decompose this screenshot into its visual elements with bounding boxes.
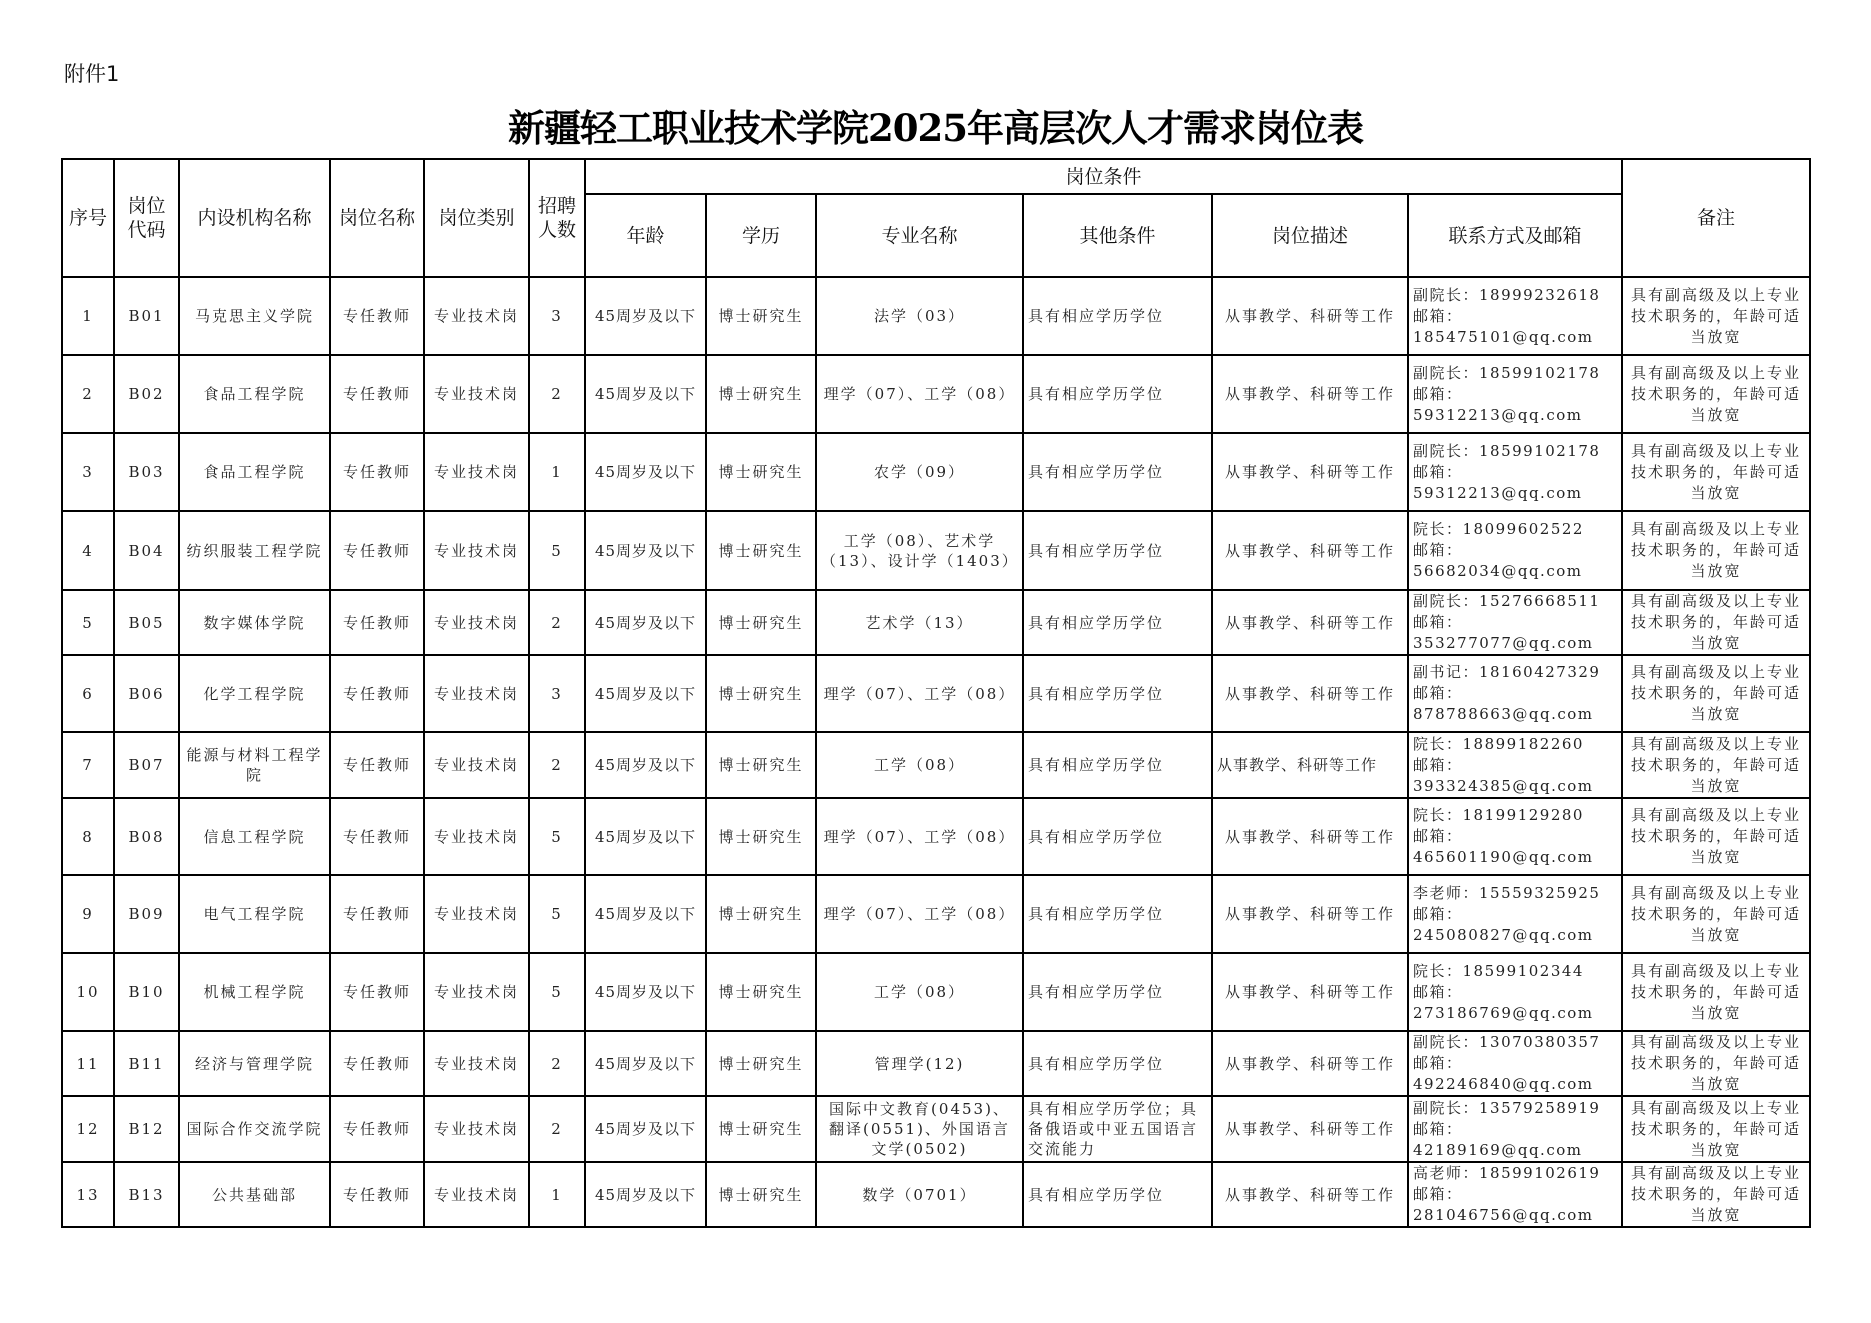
cell-education: 博士研究生 (706, 511, 816, 590)
positions-table (61, 158, 1811, 1228)
contact-email[interactable]: 邮箱：353277077@qq.com (1413, 613, 1594, 652)
cell-code: B02 (114, 355, 179, 433)
cell-dept: 经济与管理学院 (179, 1031, 330, 1096)
cell-post-name: 专任教师 (330, 1162, 424, 1227)
cell-dept: 食品工程学院 (179, 433, 330, 511)
table-row (62, 355, 1810, 433)
contact-email[interactable]: 邮箱：492246840@qq.com (1413, 1054, 1594, 1093)
cell-post-name: 专任教师 (330, 1096, 424, 1162)
cell-dept: 电气工程学院 (179, 875, 330, 953)
cell-description: 从事教学、科研等工作 (1212, 732, 1408, 798)
cell-dept: 国际合作交流学院 (179, 1096, 330, 1162)
cell-description: 从事教学、科研等工作 (1212, 511, 1408, 590)
cell-seq: 7 (62, 732, 114, 798)
contact-email[interactable]: 邮箱：245080827@qq.com (1413, 904, 1594, 944)
cell-remark: 具有副高级及以上专业技术职务的，年龄可适当放宽 (1622, 1162, 1810, 1227)
cell-post-type: 专业技术岗 (424, 798, 529, 875)
cell-post-type: 专业技术岗 (424, 1031, 529, 1096)
cell-other: 具有相应学历学位 (1023, 732, 1212, 798)
cell-description: 从事教学、科研等工作 (1212, 355, 1408, 433)
contact-phone: 高老师：18599102619 (1413, 1164, 1601, 1182)
cell-major: 理学（07）、工学（08） (816, 798, 1023, 875)
cell-count: 2 (529, 1096, 585, 1162)
cell-other: 具有相应学历学位 (1023, 590, 1212, 655)
cell-dept: 数字媒体学院 (179, 590, 330, 655)
cell-age: 45周岁及以下 (585, 732, 706, 798)
cell-seq: 2 (62, 355, 114, 433)
contact-email[interactable]: 邮箱：185475101@qq.com (1413, 306, 1594, 346)
contact-phone: 院长：18099602522 (1413, 520, 1584, 538)
cell-description: 从事教学、科研等工作 (1212, 277, 1408, 355)
header-conditions-group: 岗位条件 (585, 159, 1622, 194)
header-seq: 序号 (62, 159, 114, 277)
contact-email[interactable]: 邮箱：56682034@qq.com (1413, 541, 1583, 580)
contact-phone: 副院长：18999232618 (1413, 285, 1601, 304)
cell-education: 博士研究生 (706, 1162, 816, 1227)
cell-education: 博士研究生 (706, 1031, 816, 1096)
cell-education: 博士研究生 (706, 953, 816, 1031)
cell-description: 从事教学、科研等工作 (1212, 1162, 1408, 1227)
cell-age: 45周岁及以下 (585, 1162, 706, 1227)
cell-remark: 具有副高级及以上专业技术职务的，年龄可适当放宽 (1622, 655, 1810, 732)
cell-remark: 具有副高级及以上专业技术职务的，年龄可适当放宽 (1622, 1096, 1810, 1162)
table-row (62, 655, 1810, 732)
cell-code: B13 (114, 1162, 179, 1227)
header-dept: 内设机构名称 (179, 159, 330, 277)
cell-description: 从事教学、科研等工作 (1212, 875, 1408, 953)
cell-contact (1408, 953, 1622, 1031)
cell-education: 博士研究生 (706, 590, 816, 655)
cell-dept: 能源与材料工程学院 (179, 732, 330, 798)
cell-contact (1408, 798, 1622, 875)
table-row (62, 798, 1810, 875)
cell-major: 农学（09） (816, 433, 1023, 511)
cell-contact (1408, 433, 1622, 511)
cell-contact (1408, 590, 1622, 655)
cell-seq: 4 (62, 511, 114, 590)
cell-count: 5 (529, 875, 585, 953)
contact-email[interactable]: 邮箱：42189169@qq.com (1413, 1119, 1583, 1159)
cell-education: 博士研究生 (706, 875, 816, 953)
table-row (62, 1096, 1810, 1162)
cell-age: 45周岁及以下 (585, 875, 706, 953)
cell-contact (1408, 1162, 1622, 1227)
contact-phone: 院长：18599102344 (1413, 961, 1584, 980)
cell-remark: 具有副高级及以上专业技术职务的，年龄可适当放宽 (1622, 953, 1810, 1031)
cell-count: 2 (529, 732, 585, 798)
contact-phone: 副院长：18599102178 (1413, 441, 1601, 460)
header-description: 岗位描述 (1212, 194, 1408, 277)
cell-remark: 具有副高级及以上专业技术职务的，年龄可适当放宽 (1622, 732, 1810, 798)
cell-major: 理学（07）、工学（08） (816, 355, 1023, 433)
cell-seq: 6 (62, 655, 114, 732)
header-remark: 备注 (1622, 159, 1810, 277)
cell-code: B08 (114, 798, 179, 875)
cell-post-type: 专业技术岗 (424, 590, 529, 655)
contact-email[interactable]: 邮箱：273186769@qq.com (1413, 982, 1594, 1022)
cell-seq: 10 (62, 953, 114, 1031)
cell-age: 45周岁及以下 (585, 1031, 706, 1096)
header-other: 其他条件 (1023, 194, 1212, 277)
cell-other: 具有相应学历学位 (1023, 798, 1212, 875)
cell-remark: 具有副高级及以上专业技术职务的，年龄可适当放宽 (1622, 1031, 1810, 1096)
cell-description: 从事教学、科研等工作 (1212, 433, 1408, 511)
cell-age: 45周岁及以下 (585, 433, 706, 511)
cell-post-type: 专业技术岗 (424, 953, 529, 1031)
cell-dept: 马克思主义学院 (179, 277, 330, 355)
cell-contact (1408, 1031, 1622, 1096)
cell-other: 具有相应学历学位 (1023, 1162, 1212, 1227)
cell-post-type: 专业技术岗 (424, 1162, 529, 1227)
cell-contact (1408, 355, 1622, 433)
cell-post-name: 专任教师 (330, 655, 424, 732)
cell-other: 具有相应学历学位；具备俄语或中亚五国语言交流能力 (1023, 1096, 1212, 1162)
cell-post-name: 专任教师 (330, 798, 424, 875)
cell-education: 博士研究生 (706, 1096, 816, 1162)
table-row (62, 953, 1810, 1031)
cell-contact (1408, 655, 1622, 732)
cell-age: 45周岁及以下 (585, 277, 706, 355)
cell-post-name: 专任教师 (330, 511, 424, 590)
cell-count: 2 (529, 590, 585, 655)
cell-post-name: 专任教师 (330, 1031, 424, 1096)
contact-phone: 副院长：18599102178 (1413, 363, 1601, 382)
contact-phone: 副书记：18160427329 (1413, 663, 1601, 681)
cell-seq: 12 (62, 1096, 114, 1162)
cell-code: B09 (114, 875, 179, 953)
contact-phone: 院长：18199129280 (1413, 806, 1584, 824)
header-count: 招聘人数 (529, 159, 585, 277)
cell-description: 从事教学、科研等工作 (1212, 590, 1408, 655)
cell-code: B07 (114, 732, 179, 798)
cell-post-type: 专业技术岗 (424, 732, 529, 798)
header-contact: 联系方式及邮箱 (1408, 194, 1622, 277)
cell-dept: 纺织服装工程学院 (179, 511, 330, 590)
cell-dept: 化学工程学院 (179, 655, 330, 732)
cell-remark: 具有副高级及以上专业技术职务的，年龄可适当放宽 (1622, 875, 1810, 953)
table-row (62, 875, 1810, 953)
cell-remark: 具有副高级及以上专业技术职务的，年龄可适当放宽 (1622, 277, 1810, 355)
header-post-type: 岗位类别 (424, 159, 529, 277)
attachment-label: 附件1 (64, 62, 120, 86)
cell-education: 博士研究生 (706, 277, 816, 355)
cell-post-type: 专业技术岗 (424, 655, 529, 732)
cell-major: 国际中文教育(0453)、翻译(0551)、外国语言文学(0502) (816, 1096, 1023, 1162)
page-title: 新疆轻工职业技术学院2025年高层次人才需求岗位表 (508, 106, 1363, 150)
cell-other: 具有相应学历学位 (1023, 875, 1212, 953)
cell-post-name: 专任教师 (330, 953, 424, 1031)
cell-code: B06 (114, 655, 179, 732)
cell-education: 博士研究生 (706, 732, 816, 798)
cell-count: 3 (529, 277, 585, 355)
cell-age: 45周岁及以下 (585, 1096, 706, 1162)
cell-post-type: 专业技术岗 (424, 1096, 529, 1162)
contact-email[interactable]: 邮箱：465601190@qq.com (1413, 827, 1594, 866)
cell-seq: 1 (62, 277, 114, 355)
cell-dept: 食品工程学院 (179, 355, 330, 433)
cell-count: 1 (529, 433, 585, 511)
cell-count: 5 (529, 953, 585, 1031)
header-education: 学历 (706, 194, 816, 277)
cell-description: 从事教学、科研等工作 (1212, 1031, 1408, 1096)
cell-dept: 公共基础部 (179, 1162, 330, 1227)
table-row (62, 511, 1810, 590)
cell-major: 法学（03） (816, 277, 1023, 355)
cell-code: B10 (114, 953, 179, 1031)
cell-count: 3 (529, 655, 585, 732)
cell-code: B01 (114, 277, 179, 355)
cell-remark: 具有副高级及以上专业技术职务的，年龄可适当放宽 (1622, 433, 1810, 511)
cell-contact (1408, 277, 1622, 355)
cell-age: 45周岁及以下 (585, 655, 706, 732)
cell-contact (1408, 1096, 1622, 1162)
cell-education: 博士研究生 (706, 655, 816, 732)
cell-major: 理学（07）、工学（08） (816, 875, 1023, 953)
cell-description: 从事教学、科研等工作 (1212, 655, 1408, 732)
cell-count: 5 (529, 798, 585, 875)
table-row (62, 277, 1810, 355)
header-post-name: 岗位名称 (330, 159, 424, 277)
cell-seq: 8 (62, 798, 114, 875)
cell-post-name: 专任教师 (330, 355, 424, 433)
cell-education: 博士研究生 (706, 798, 816, 875)
header-age: 年龄 (585, 194, 706, 277)
cell-age: 45周岁及以下 (585, 355, 706, 433)
table-row (62, 433, 1810, 511)
cell-remark: 具有副高级及以上专业技术职务的，年龄可适当放宽 (1622, 511, 1810, 590)
cell-remark: 具有副高级及以上专业技术职务的，年龄可适当放宽 (1622, 798, 1810, 875)
contact-phone: 副院长：15276668511 (1413, 592, 1601, 610)
table-row (62, 1162, 1810, 1227)
cell-remark: 具有副高级及以上专业技术职务的，年龄可适当放宽 (1622, 590, 1810, 655)
cell-other: 具有相应学历学位 (1023, 655, 1212, 732)
cell-post-type: 专业技术岗 (424, 277, 529, 355)
cell-major: 数学（0701） (816, 1162, 1023, 1227)
table-row (62, 1031, 1810, 1096)
cell-other: 具有相应学历学位 (1023, 433, 1212, 511)
cell-age: 45周岁及以下 (585, 590, 706, 655)
cell-post-name: 专任教师 (330, 590, 424, 655)
header-code: 岗位代码 (114, 159, 179, 277)
cell-post-type: 专业技术岗 (424, 875, 529, 953)
cell-seq: 3 (62, 433, 114, 511)
cell-count: 1 (529, 1162, 585, 1227)
cell-seq: 11 (62, 1031, 114, 1096)
contact-phone: 副院长：13579258919 (1413, 1098, 1601, 1117)
cell-major: 管理学(12) (816, 1031, 1023, 1096)
cell-code: B04 (114, 511, 179, 590)
cell-age: 45周岁及以下 (585, 798, 706, 875)
cell-post-name: 专任教师 (330, 277, 424, 355)
cell-post-type: 专业技术岗 (424, 355, 529, 433)
header-major: 专业名称 (816, 194, 1023, 277)
cell-major: 艺术学（13） (816, 590, 1023, 655)
cell-age: 45周岁及以下 (585, 953, 706, 1031)
cell-age: 45周岁及以下 (585, 511, 706, 590)
cell-other: 具有相应学历学位 (1023, 355, 1212, 433)
cell-code: B12 (114, 1096, 179, 1162)
contact-email[interactable]: 邮箱：59312213@qq.com (1413, 384, 1583, 424)
cell-other: 具有相应学历学位 (1023, 1031, 1212, 1096)
contact-email[interactable]: 邮箱：59312213@qq.com (1413, 462, 1583, 502)
cell-education: 博士研究生 (706, 433, 816, 511)
contact-email[interactable]: 邮箱：281046756@qq.com (1413, 1185, 1594, 1224)
cell-contact (1408, 511, 1622, 590)
contact-phone: 副院长：13070380357 (1413, 1033, 1601, 1051)
cell-description: 从事教学、科研等工作 (1212, 798, 1408, 875)
cell-seq: 5 (62, 590, 114, 655)
cell-seq: 9 (62, 875, 114, 953)
cell-other: 具有相应学历学位 (1023, 277, 1212, 355)
cell-other: 具有相应学历学位 (1023, 511, 1212, 590)
cell-remark: 具有副高级及以上专业技术职务的，年龄可适当放宽 (1622, 355, 1810, 433)
cell-major: 理学（07）、工学（08） (816, 655, 1023, 732)
cell-contact (1408, 732, 1622, 798)
cell-dept: 机械工程学院 (179, 953, 330, 1031)
contact-phone: 院长：18899182260 (1413, 734, 1584, 753)
cell-education: 博士研究生 (706, 355, 816, 433)
cell-major: 工学（08） (816, 732, 1023, 798)
cell-code: B05 (114, 590, 179, 655)
cell-post-type: 专业技术岗 (424, 511, 529, 590)
cell-major: 工学（08） (816, 953, 1023, 1031)
contact-email[interactable]: 邮箱：393324385@qq.com (1413, 755, 1594, 795)
cell-description: 从事教学、科研等工作 (1212, 953, 1408, 1031)
cell-dept: 信息工程学院 (179, 798, 330, 875)
cell-count: 2 (529, 355, 585, 433)
table-row (62, 590, 1810, 655)
cell-major: 工学（08）、艺术学（13）、设计学（1403） (816, 511, 1023, 590)
contact-email[interactable]: 邮箱：878788663@qq.com (1413, 684, 1594, 723)
cell-count: 5 (529, 511, 585, 590)
cell-code: B11 (114, 1031, 179, 1096)
cell-post-name: 专任教师 (330, 433, 424, 511)
cell-post-name: 专任教师 (330, 732, 424, 798)
cell-other: 具有相应学历学位 (1023, 953, 1212, 1031)
cell-seq: 13 (62, 1162, 114, 1227)
contact-phone: 李老师：15559325925 (1413, 883, 1601, 902)
cell-description: 从事教学、科研等工作 (1212, 1096, 1408, 1162)
cell-post-name: 专任教师 (330, 875, 424, 953)
cell-contact (1408, 875, 1622, 953)
table-row (62, 732, 1810, 798)
cell-post-type: 专业技术岗 (424, 433, 529, 511)
cell-count: 2 (529, 1031, 585, 1096)
cell-code: B03 (114, 433, 179, 511)
